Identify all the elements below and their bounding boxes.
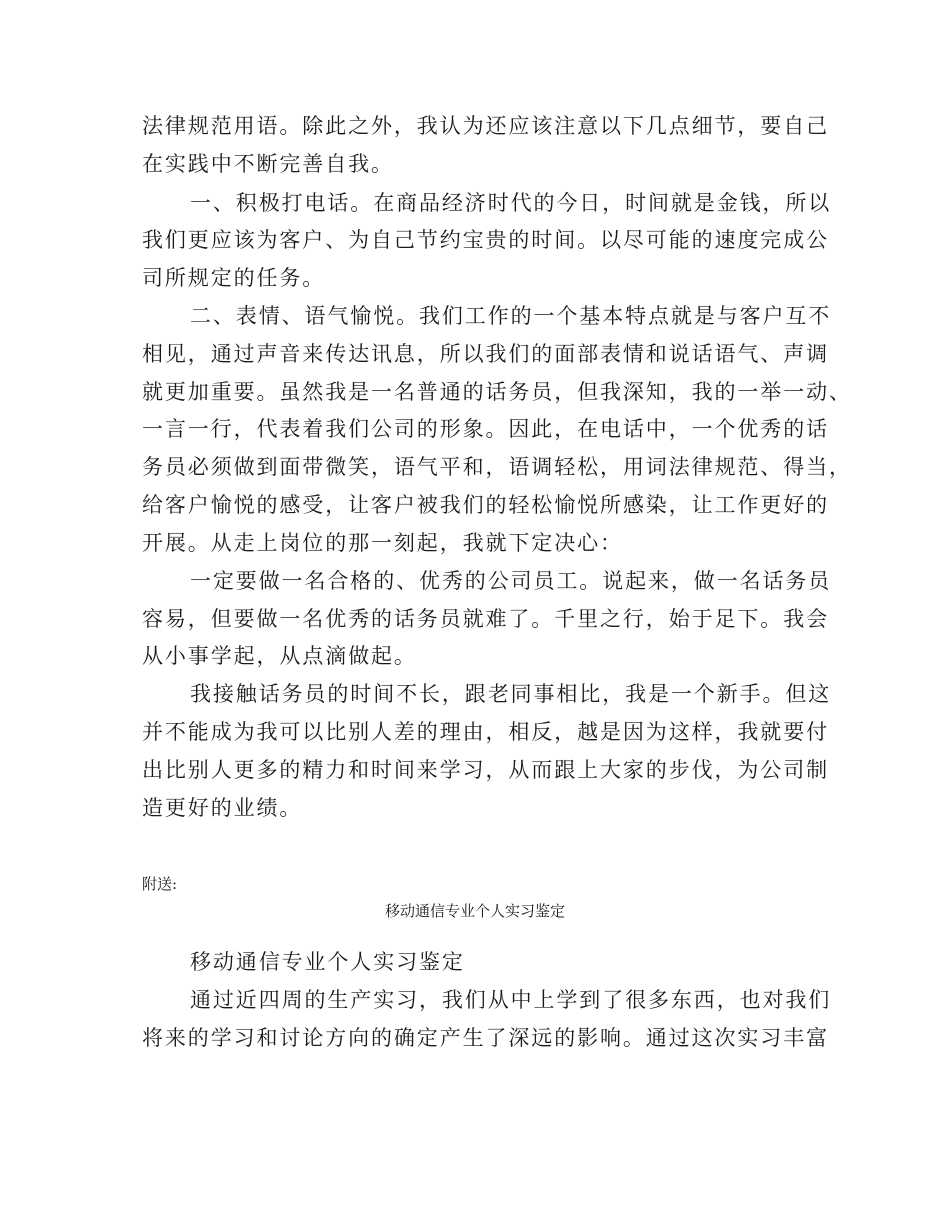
paragraph-line: 出比别人更多的精力和时间来学习，从而跟上大家的步伐，为公司制: [142, 758, 829, 782]
paragraph-line: 相见，通过声音来传达讯息，所以我们的面部表情和说话语气、声调: [142, 342, 829, 366]
paragraph-line: 造更好的业绩。: [142, 796, 303, 820]
paragraph-line: 一言一行，代表着我们公司的形象。因此，在电话中，一个优秀的话: [142, 417, 829, 441]
paragraph-line: 就更加重要。虽然我是一名普通的话务员，但我深知，我的一举一动、: [142, 380, 852, 404]
paragraph-line: 将来的学习和讨论方向的确定产生了深远的影响。通过这次实习丰富: [142, 1026, 829, 1050]
paragraph-line: 从小事学起，从点滴做起。: [142, 644, 417, 668]
attachment-label: 附送:: [142, 875, 178, 893]
paragraph-line: 二、表情、语气愉悦。我们工作的一个基本特点就是与客户互不: [190, 304, 832, 328]
attachment-title: 移动通信专业个人实习鉴定: [384, 902, 565, 920]
paragraph-line: 司所规定的任务。: [142, 266, 326, 290]
paragraph-line: 在实践中不断完善自我。: [142, 152, 394, 176]
paragraph-line: 并不能成为我可以比别人差的理由，相反，越是因为这样，我就要付: [142, 720, 829, 744]
paragraph-line: 一、积极打电话。在商品经济时代的今日，时间就是金钱，所以: [190, 191, 832, 215]
paragraph-line: 我们更应该为客户、为自己节约宝贵的时间。以尽可能的速度完成公: [142, 228, 829, 252]
paragraph-line: 法律规范用语。除此之外，我认为还应该注意以下几点细节，要自己: [142, 114, 829, 138]
appendix-heading: 移动通信专业个人实习鉴定: [190, 950, 465, 974]
paragraph-line: 开展。从走上岗位的那一刻起，我就下定决心：: [142, 531, 623, 555]
paragraph-line: 务员必须做到面带微笑，语气平和，语调轻松，用词法律规范、得当，: [142, 455, 852, 479]
paragraph-line: 我接触话务员的时间不长，跟老同事相比，我是一个新手。但这: [190, 682, 832, 706]
paragraph-line: 给客户愉悦的感受，让客户被我们的轻松愉悦所感染，让工作更好的: [142, 493, 829, 517]
paragraph-line: 通过近四周的生产实习，我们从中上学到了很多东西，也对我们: [190, 988, 832, 1012]
paragraph-line: 容易，但要做一名优秀的话务员就难了。千里之行，始于足下。我会: [142, 607, 829, 631]
paragraph-line: 一定要做一名合格的、优秀的公司员工。说起来，做一名话务员: [190, 569, 832, 593]
